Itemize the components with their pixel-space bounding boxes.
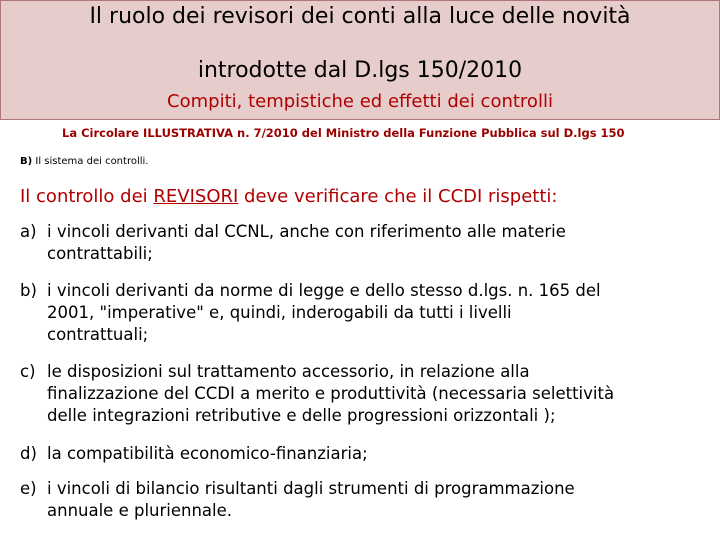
item-text-continued: annuale e pluriennale. bbox=[47, 501, 233, 520]
item-marker: b) bbox=[20, 281, 37, 300]
list-item-e bbox=[20, 478, 692, 522]
item-text: i vincoli derivanti da norme di legge e dello stesso d.lgs. n. 165 del bbox=[47, 281, 601, 300]
list-item-d bbox=[20, 443, 692, 465]
item-text-continued: contrattuali; bbox=[47, 325, 149, 344]
circolare-reference: La Circolare ILLUSTRATIVA n. 7/2010 del Ministro della Funzione Pubblica sul D.lgs 150 bbox=[62, 126, 625, 140]
item-text-continued: delle integrazioni retributive e delle progressioni orizzontali ); bbox=[47, 406, 556, 425]
page-subtitle: Compiti, tempistiche ed effetti dei controlli bbox=[167, 91, 553, 112]
list-item-a bbox=[20, 221, 692, 265]
item-text: le disposizioni sul trattamento accessorio, in relazione alla bbox=[47, 362, 530, 381]
item-marker: a) bbox=[20, 222, 37, 241]
item-text-continued: 2001, "imperative" e, quindi, inderogabili da tutti i livelli bbox=[47, 303, 512, 322]
section-label bbox=[20, 156, 148, 167]
item-text-continued: contrattabili; bbox=[47, 244, 153, 263]
intro-after: deve verificare che il CCDI rispetti: bbox=[238, 186, 558, 207]
intro-highlight: REVISORI bbox=[153, 186, 239, 207]
item-marker: d) bbox=[20, 444, 37, 463]
intro-sentence bbox=[20, 186, 558, 207]
item-text: la compatibilità economico-finanziaria; bbox=[47, 444, 368, 463]
section-letter: B) bbox=[20, 156, 33, 167]
list-item-b bbox=[20, 280, 692, 346]
section-title: Il sistema dei controlli. bbox=[32, 156, 149, 167]
intro-before: Il controllo dei bbox=[20, 186, 154, 207]
page-title-line-1: Il ruolo dei revisori dei conti alla luce delle novità bbox=[89, 4, 631, 29]
page-title-line-2: introdotte dal D.lgs 150/2010 bbox=[197, 58, 523, 83]
item-marker: c) bbox=[20, 362, 36, 381]
item-marker: e) bbox=[20, 479, 37, 498]
list-item-c bbox=[20, 361, 692, 427]
item-text-continued: finalizzazione del CCDI a merito e produttività (necessaria selettività bbox=[47, 384, 615, 403]
item-text: i vincoli derivanti dal CCNL, anche con riferimento alle materie bbox=[47, 222, 566, 241]
item-text: i vincoli di bilancio risultanti dagli strumenti di programmazione bbox=[47, 479, 575, 498]
